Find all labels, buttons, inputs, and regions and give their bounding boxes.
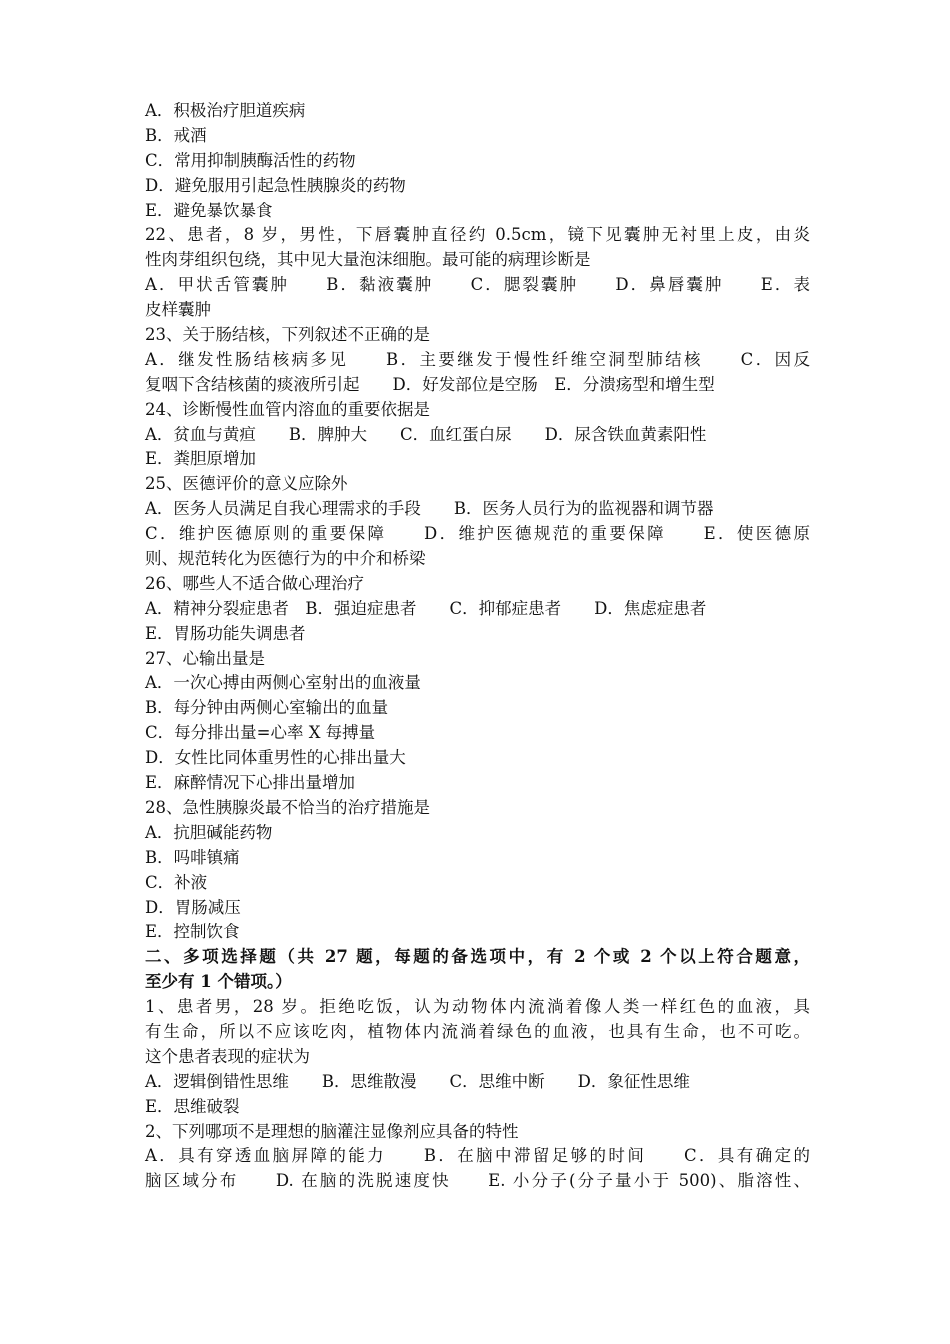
question-25-line: 25、医德评价的意义应除外 — [145, 474, 348, 494]
option-line: B．每分钟由两侧心室输出的血量 — [145, 698, 389, 718]
option-line: A．具有穿透血脑屏障的能力 B．在脑中滞留足够的时间 C．具有确定的 — [145, 1146, 810, 1166]
section-heading: 二、多项选择题（共 27 题，每题的备选项中，有 2 个或 2 个以上符合题意， — [145, 947, 810, 967]
option-line: E．粪胆原增加 — [145, 449, 257, 469]
question-28-line: 28、急性胰腺炎最不恰当的治疗措施是 — [145, 797, 430, 817]
option-line: C．补液 — [145, 872, 208, 892]
question-22-line: 22、患者，8 岁，男性，下唇囊肿直径约 0.5cm，镜下见囊肿无衬里上皮，由炎 — [145, 225, 810, 245]
question-24-line: 24、诊断慢性血管内溶血的重要依据是 — [145, 399, 430, 419]
document-page — [145, 99, 810, 1194]
question-2-line: 2、下列哪项不是理想的脑灌注显像剂应具备的特性 — [145, 1121, 519, 1141]
option-line: 皮样囊肿 — [145, 300, 211, 320]
option-line: D．胃肠减压 — [145, 897, 241, 917]
option-line: E．控制饮食 — [145, 922, 240, 942]
option-line: A．继发性肠结核病多见 B．主要继发于慢性纤维空洞型肺结核 C．因反 — [145, 349, 810, 369]
option-line: C．维护医德原则的重要保障 D．维护医德规范的重要保障 E．使医德原 — [145, 524, 810, 544]
question-1-line: 有生命，所以不应该吃肉，植物体内流淌着绿色的血液，也具有生命，也不可吃。 — [145, 1021, 810, 1041]
section-heading: 至少有 1 个错项。） — [145, 972, 292, 992]
option-line: 复咽下含结核菌的痰液所引起 D．好发部位是空肠 E．分溃疡型和增生型 — [145, 374, 715, 394]
option-line: A．抗胆碱能药物 — [145, 822, 273, 842]
option-line: B．吗啡镇痛 — [145, 847, 240, 867]
option-line: 脑区域分布 D. 在脑的洗脱速度快 E. 小分子(分子量小于 500)、脂溶性、 — [145, 1171, 810, 1191]
option-line: E．麻醉情况下心排出量增加 — [145, 773, 356, 793]
option-line: E．避免暴饮暴食 — [145, 200, 273, 220]
option-line: A．医务人员满足自我心理需求的手段 B．医务人员行为的监视器和调节器 — [145, 499, 714, 519]
option-line: E．思维破裂 — [145, 1096, 240, 1116]
question-1-line: 这个患者表现的症状为 — [145, 1046, 310, 1066]
option-line: D．女性比同体重男性的心排出量大 — [145, 748, 406, 768]
option-line: A．精神分裂症患者 B．强迫症患者 C．抑郁症患者 D．焦虑症患者 — [145, 598, 707, 618]
question-27-line: 27、心输出量是 — [145, 648, 265, 668]
option-line: E．胃肠功能失调患者 — [145, 623, 306, 643]
option-line: B．戒酒 — [145, 125, 207, 145]
option-line: C．常用抑制胰酶活性的药物 — [145, 150, 356, 170]
option-line: A．一次心搏由两侧心室射出的血液量 — [145, 673, 421, 693]
option-line: A．贫血与黄疸 B．脾肿大 C．血红蛋白尿 D．尿含铁血黄素阳性 — [145, 424, 707, 444]
option-line: D．避免服用引起急性胰腺炎的药物 — [145, 175, 406, 195]
question-1-line: 1、患者男，28 岁。拒绝吃饭，认为动物体内流淌着像人类一样红色的血液，具 — [145, 997, 810, 1017]
option-line: 则、规范转化为医德行为的中介和桥梁 — [145, 549, 426, 569]
question-26-line: 26、哪些人不适合做心理治疗 — [145, 573, 364, 593]
question-22-line: 性肉芽组织包绕，其中见大量泡沫细胞。最可能的病理诊断是 — [145, 250, 591, 270]
option-line: A．甲状舌管囊肿 B．黏液囊肿 C．腮裂囊肿 D．鼻唇囊肿 E．表 — [145, 275, 810, 295]
option-line: C．每分排出量=心率 X 每搏量 — [145, 723, 376, 743]
option-line: A．积极治疗胆道疾病 — [145, 101, 306, 120]
question-23-line: 23、关于肠结核，下列叙述不正确的是 — [145, 325, 430, 345]
option-line: A．逻辑倒错性思维 B．思维散漫 C．思维中断 D．象征性思维 — [145, 1071, 690, 1091]
